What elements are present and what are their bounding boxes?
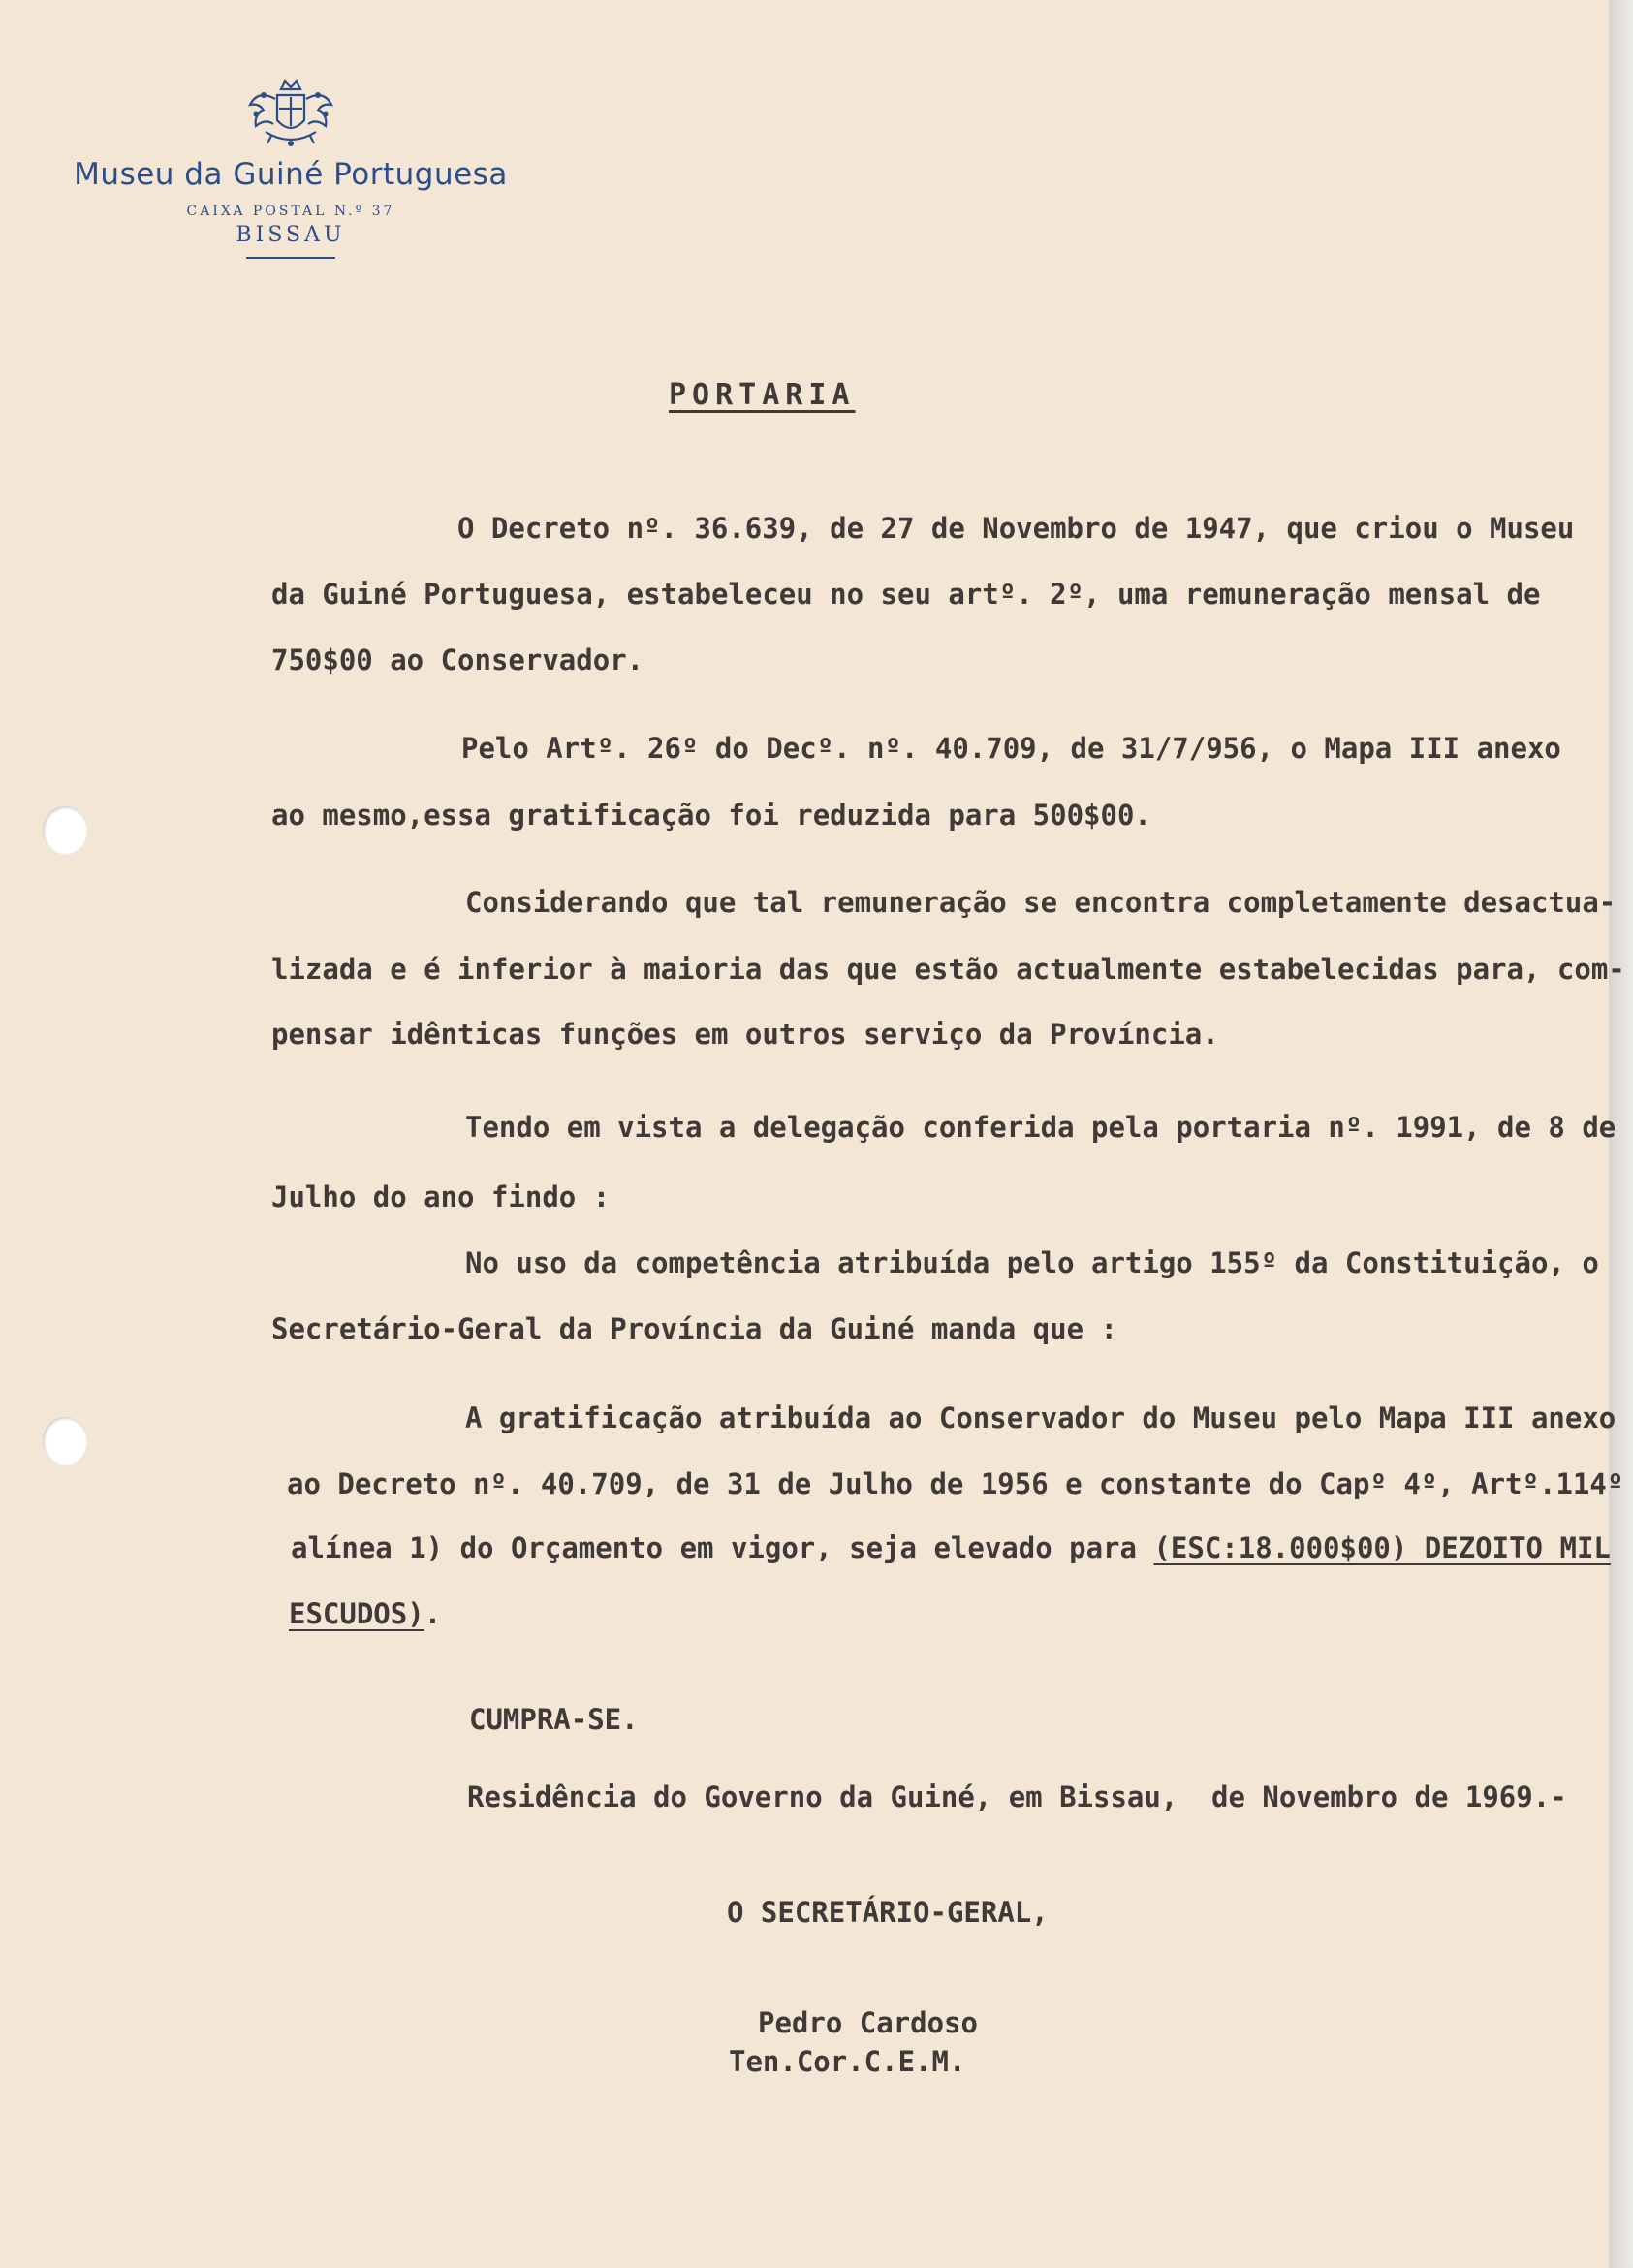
document-title: PORTARIA xyxy=(669,378,856,412)
residence-line: Residência do Governo da Guiné, em Bissau, xyxy=(467,1780,1178,1813)
paragraph-6-line-4 xyxy=(289,1597,441,1630)
coat-of-arms-emblem-icon xyxy=(244,76,337,153)
amount-underlined: (ESC:18.000$00) DEZOITO MIL xyxy=(1153,1531,1611,1564)
paragraph-6-line-2: ao Decreto nº. 40.709, de 31 de Julho de 1956 e constante do Capº 4º, Artº.114º xyxy=(287,1467,1624,1500)
paragraph-2-line-2: ao mesmo,essa gratificação foi reduzida para 500$00. xyxy=(271,799,1151,832)
paragraph-6-line-3 xyxy=(291,1531,1611,1564)
signer-rank: Ten.Cor.C.E.M. xyxy=(729,2045,966,2078)
cumpra-se: CUMPRA-SE. xyxy=(469,1703,639,1736)
paragraph-3-line-3: pensar idênticas funções em outros serviço da Província. xyxy=(271,1018,1219,1051)
paragraph-5-line-1: No uso da competência atribuída pelo artigo 155º da Constituição, o xyxy=(465,1246,1599,1279)
museum-name: Museu da Guiné Portuguesa xyxy=(74,157,508,192)
punch-hole-top xyxy=(43,806,87,855)
paragraph-4-line-2: Julho do ano findo : xyxy=(271,1181,611,1213)
paragraph-1-line-1: O Decreto nº. 36.639, de 27 de Novembro de 1947, que criou o Museu xyxy=(457,512,1575,545)
city-underline xyxy=(246,257,335,259)
signer-name: Pedro Cardoso xyxy=(758,2006,978,2039)
paragraph-4-line-1: Tendo em vista a delegação conferida pela portaria nº. 1991, de 8 de xyxy=(465,1111,1617,1144)
paragraph-3-line-1: Considerando que tal remuneração se encontra completamente desactua- xyxy=(465,886,1617,919)
paragraph-6-line-3-text: alínea 1) do Orçamento em vigor, seja elevado para xyxy=(291,1531,1137,1564)
paragraph-6-tail: . xyxy=(424,1597,442,1630)
paragraph-1-line-2: da Guiné Portuguesa, estabeleceu no seu artº. 2º, uma remuneração mensal de xyxy=(271,578,1541,611)
postal-box: CAIXA POSTAL N.º 37 xyxy=(186,204,395,219)
punch-hole-bottom xyxy=(43,1417,87,1465)
paragraph-6-line-1: A gratificação atribuída ao Conservador do Museu pelo Mapa III anexo xyxy=(465,1402,1617,1434)
date-line: de Novembro de 1969.- xyxy=(1211,1780,1567,1813)
paragraph-3-line-2: lizada e é inferior à maioria das que estão actualmente estabelecidas para, com- xyxy=(271,953,1625,986)
paragraph-5-line-2: Secretário-Geral da Província da Guiné manda que : xyxy=(271,1312,1117,1345)
letterhead xyxy=(68,76,514,259)
amount-underlined-continued: ESCUDOS) xyxy=(289,1597,424,1630)
signer-title: O SECRETÁRIO-GERAL, xyxy=(727,1896,1049,1929)
city-name: BISSAU xyxy=(236,223,346,247)
paragraph-1-line-3: 750$00 ao Conservador. xyxy=(271,644,644,677)
paragraph-2-line-1: Pelo Artº. 26º do Decº. nº. 40.709, de 31/7/956, o Mapa III anexo xyxy=(461,732,1561,765)
